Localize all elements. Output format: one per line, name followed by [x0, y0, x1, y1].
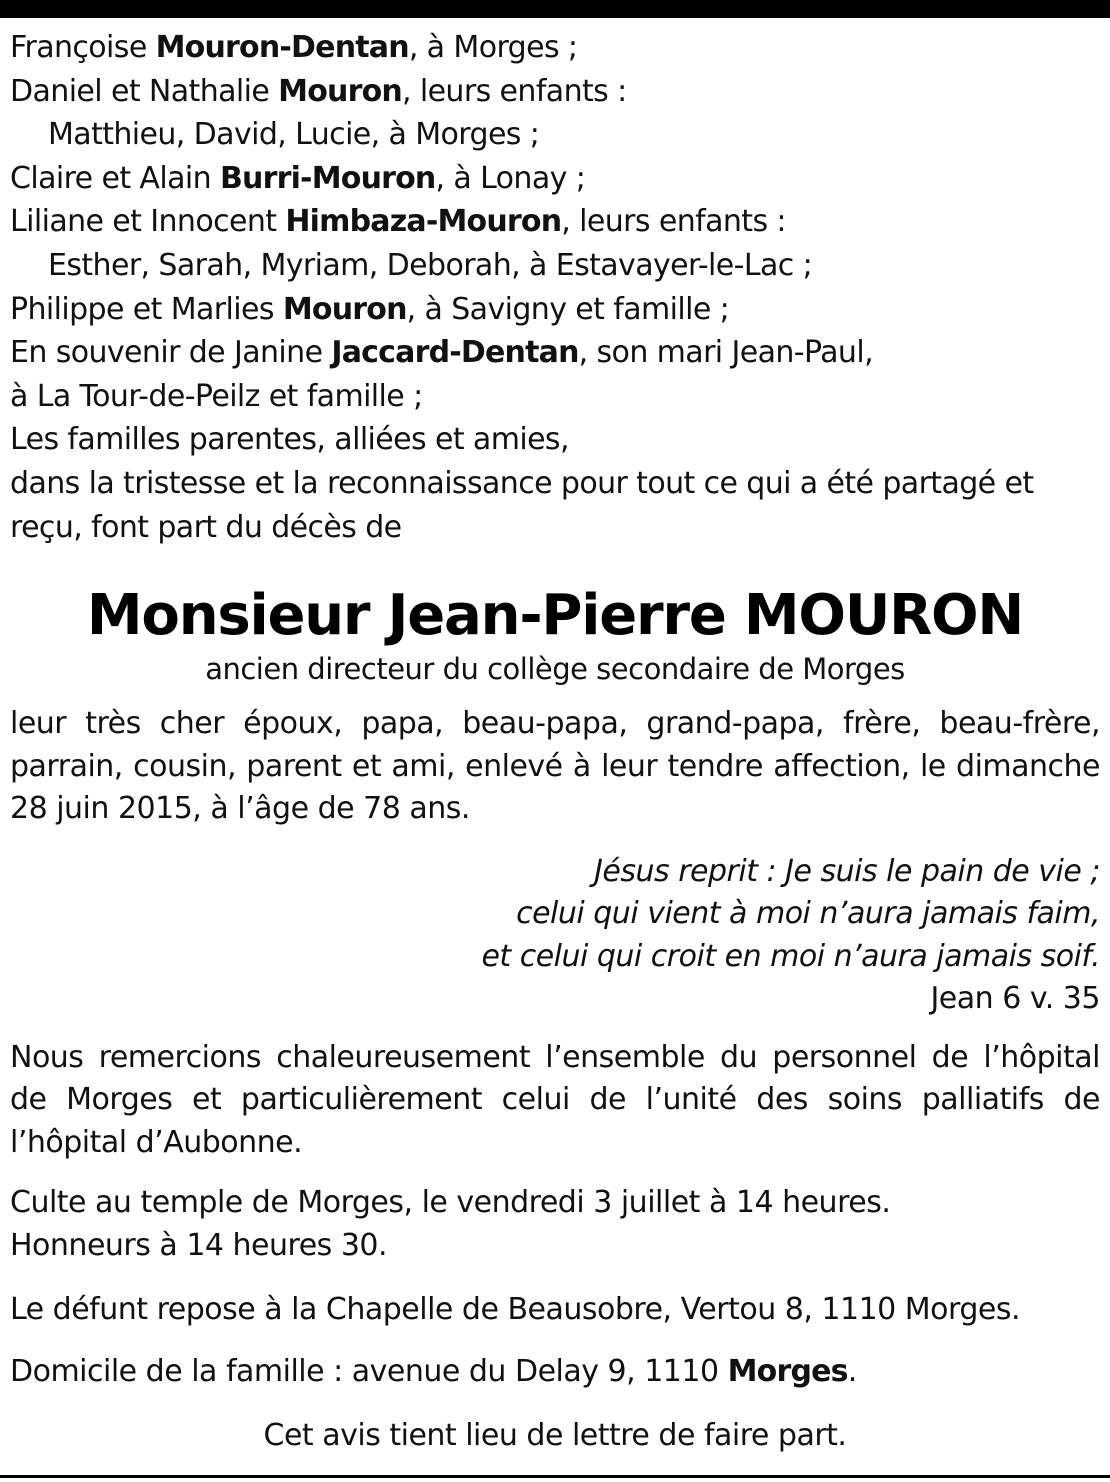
bible-verse — [10, 851, 1100, 1021]
family-line: Claire et Alain Burri-Mouron, à Lonay ; — [10, 160, 586, 196]
family-line: Philippe et Marlies Mouron, à Savigny et famille ; — [10, 291, 730, 327]
closing-note: Cet avis tient lieu de lettre de faire part. — [263, 1418, 847, 1454]
family-domicile: Domicile de la famille : avenue du Delay 9, 1110 Morges. — [10, 1353, 857, 1389]
family-line: Daniel et Nathalie Mouron, leurs enfants : — [10, 73, 627, 109]
family-line: Les familles parentes, alliées et amies, — [10, 422, 569, 458]
family-line: reçu, font part du décès de — [10, 509, 402, 545]
family-list — [10, 26, 1100, 549]
honours-time: Honneurs à 14 heures 30. — [10, 1227, 388, 1263]
family-line: Matthieu, David, Lucie, à Morges ; — [48, 117, 540, 153]
verse-line: celui qui vient à moi n’aura jamais faim, — [516, 896, 1100, 932]
deceased-name: Monsieur Jean-Pierre MOURON — [86, 583, 1024, 649]
family-line: à La Tour-de-Peilz et famille ; — [10, 378, 423, 414]
family-line: dans la tristesse et la reconnaissance pour tout ce qui a été partagé et — [10, 465, 1034, 501]
family-line: Françoise Mouron-Dentan, à Morges ; — [10, 30, 578, 65]
verse-line: Jésus reprit : Je suis le pain de vie ; — [594, 853, 1100, 889]
family-line: Esther, Sarah, Myriam, Deborah, à Estavayer-le-Lac ; — [48, 247, 813, 283]
verse-reference: Jean 6 v. 35 — [930, 981, 1100, 1017]
top-rule — [0, 0, 1110, 18]
family-line: En souvenir de Janine Jaccard-Dentan, son mari Jean-Paul, — [10, 335, 874, 371]
verse-line: et celui qui croit en moi n’aura jamais soif. — [481, 938, 1100, 974]
bottom-rule — [0, 1475, 1110, 1478]
thanks-paragraph: Nous remercions chaleureusement l’ensemble du personnel de l’hôpital de Morges et particulièrement celui de l’unité des soins palliatifs de l’hôpital d’Aubonne. — [10, 1039, 1100, 1160]
ceremony-time: Culte au temple de Morges, le vendredi 3 juillet à 14 heures. — [10, 1185, 891, 1221]
obituary-notice — [10, 26, 1100, 1458]
repose-location: Le défunt repose à la Chapelle de Beausobre, Vertou 8, 1110 Morges. — [10, 1292, 1021, 1328]
family-line: Liliane et Innocent Himbaza-Mouron, leurs enfants : — [10, 204, 786, 240]
deceased-role: ancien directeur du collège secondaire de Morges — [205, 652, 905, 687]
relation-paragraph: leur très cher époux, papa, beau-papa, grand-papa, frère, beau-frère, parrain, cousin, parent et ami, enlevé à leur tendre affection, le dimanche 28 juin 2015, à l’âge de 78 ans. — [10, 706, 1100, 827]
